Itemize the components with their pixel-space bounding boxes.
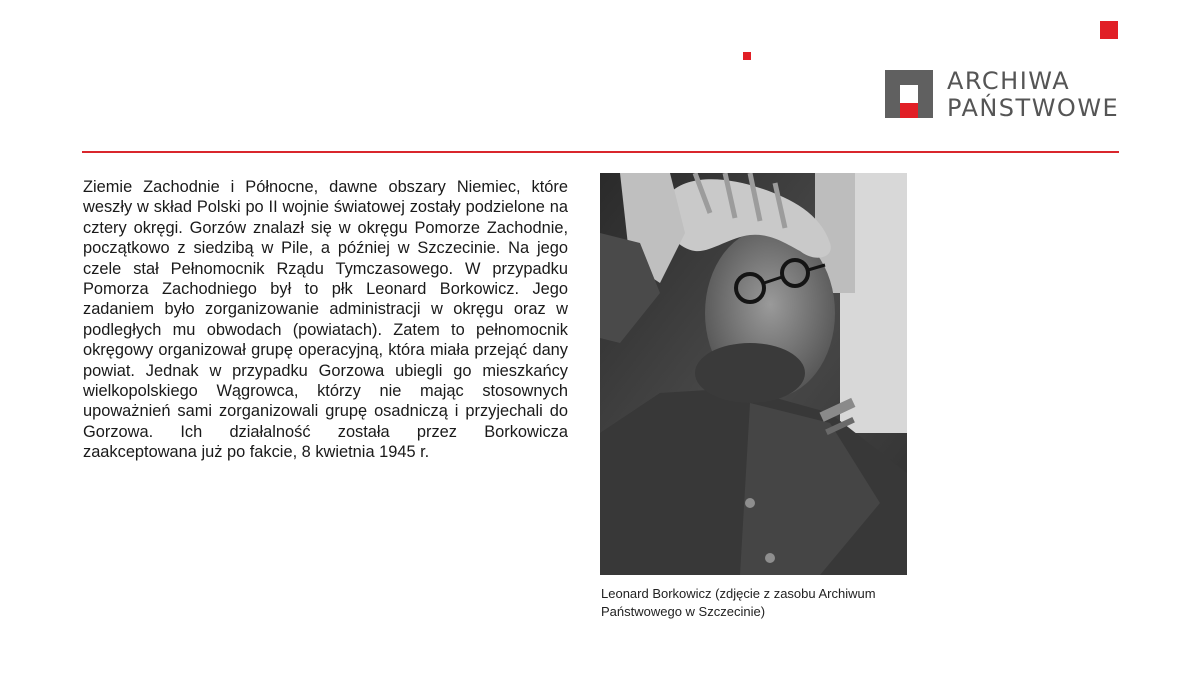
decorative-red-square-large [1100, 21, 1118, 39]
archives-logo-icon [885, 70, 933, 118]
portrait-photo [600, 173, 907, 575]
body-paragraph: Ziemie Zachodnie i Północne, dawne obszary Niemiec, które weszły w skład Polski po II wojnie światowej zostały podzielone na cztery okręgi. Gorzów znalazł się w okręgu Pomorze Zachodnie, początkowo z siedzibą w Pile, a później w Szczecinie. Na jego czele stał Pełnomocnik Rządu Tymczasowego. W przypadku Pomorza Zachodniego był to płk Leonard Borkowicz. Jego zadaniem było zorganizowanie administracji w okręgu oraz w podległych mu obwodach (powiatach). Zatem to pełnomocnik okręgowy organizował grupę operacyjną, która miała przejąć dany powiat. Jednak w przypadku Gorzowa ubiegli go mieszkańcy wielkopolskiego Wągrowca, którzy nie mając stosownych upoważnień sami zorganizowali grupę osadniczą i przyjechali do Gorzowa. Ich działalność została przez Borkowicza zaakceptowana już po fakcie, 8 kwietnia 1945 r. [83, 178, 568, 462]
logo-line-2: PAŃSTWOWE [947, 94, 1120, 122]
decorative-red-square-small [743, 52, 751, 60]
logo-line-1: ARCHIWA [947, 67, 1071, 95]
photo-caption: Leonard Borkowicz (zdjęcie z zasobu Archiwum Państwowego w Szczecinie) [601, 586, 876, 619]
header-divider [82, 151, 1119, 153]
logo-wordmark [947, 68, 1119, 122]
archiwa-panstwowe-logo [885, 68, 1125, 124]
